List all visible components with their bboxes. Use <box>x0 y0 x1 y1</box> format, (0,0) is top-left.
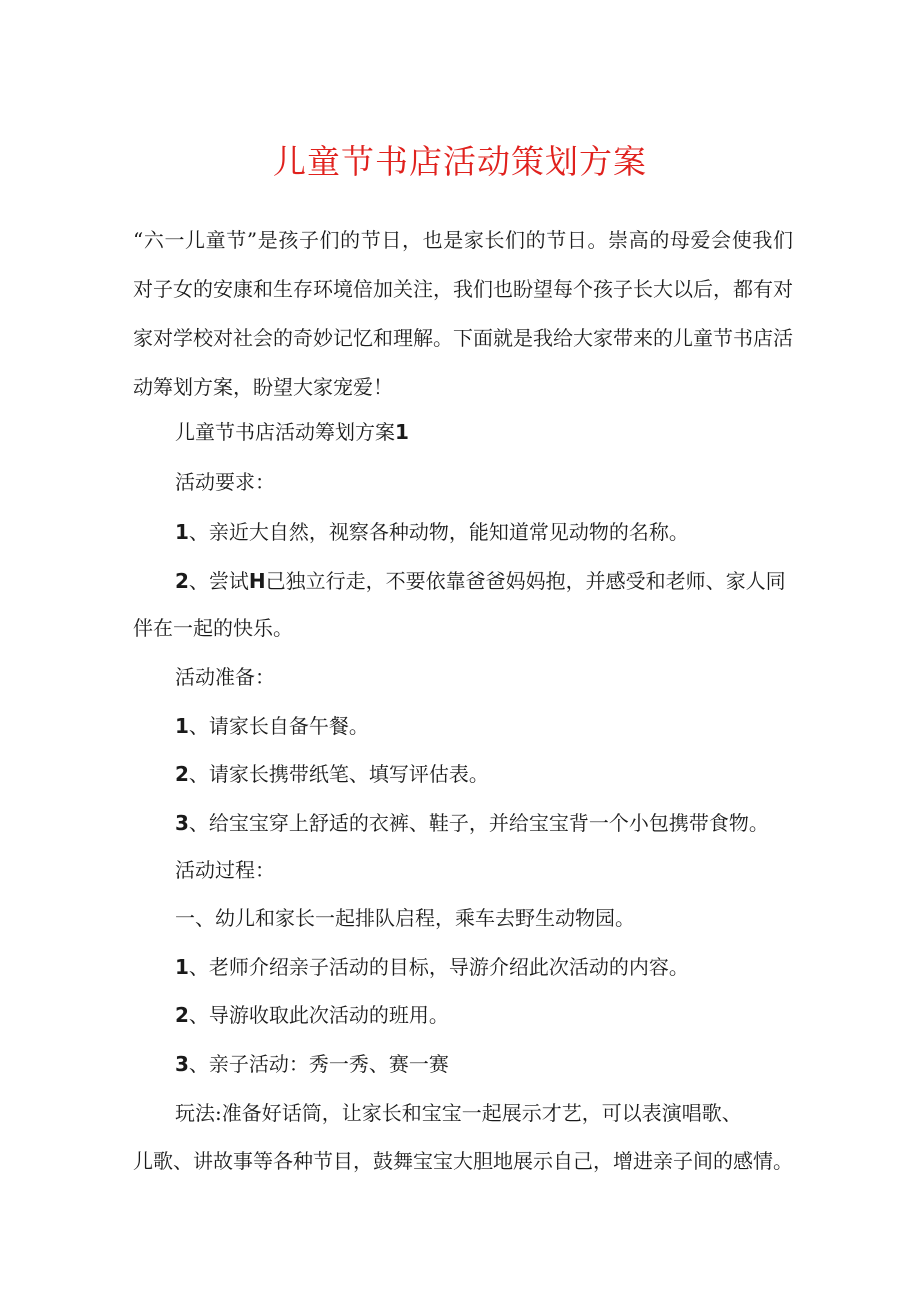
process-number: 3 <box>175 1052 189 1076</box>
requirement-mark: H <box>248 569 266 593</box>
section-heading-text: 儿童节书店活动筹划方案 <box>175 420 395 444</box>
process-item <box>175 1000 449 1030</box>
preparation-label: 活动准备： <box>175 665 275 689</box>
process-item <box>175 1049 449 1079</box>
section-heading <box>175 417 409 447</box>
preparation-number: 2 <box>175 762 189 786</box>
requirement-item <box>175 566 786 596</box>
process-text: 、老师介绍亲子活动的目标，导游介绍此次活动的内容。 <box>188 955 689 979</box>
process-number: 2 <box>175 1003 189 1027</box>
process-text: 、导游收取此次活动的班用。 <box>188 1003 449 1027</box>
section-heading-number: 1 <box>395 420 409 444</box>
requirement-item <box>175 517 689 547</box>
intro-paragraph: “六一儿童节”是孩子们的节日，也是家长们的节日。崇高的母爱会使我们对子女的安康和生存环境倍加关注，我们也盼望每个孩子长大以后，都有对家对学校对社会的奇妙记忆和理解。下面就是我给大家带来的儿童节书店活动筹划方案，盼望大家宠爱！ <box>133 228 793 399</box>
play-description-line: 玩法:准备好话筒，让家长和宝宝一起展示才艺，可以表演唱歌、 <box>175 1101 742 1125</box>
preparation-text: 、给宝宝穿上舒适的衣裤、鞋子，并给宝宝背一个小包携带食物。 <box>188 811 769 835</box>
requirement-number: 1 <box>175 520 189 544</box>
preparation-number: 3 <box>175 811 189 835</box>
preparation-item <box>175 808 769 838</box>
preparation-text: 、请家长自备午餐。 <box>188 714 369 738</box>
requirements-label: 活动要求： <box>175 470 275 494</box>
process-text: 、亲子活动：秀一秀、赛一赛 <box>188 1052 449 1076</box>
process-number: 1 <box>175 955 189 979</box>
document-title: 儿童节书店活动策划方案 <box>273 142 647 181</box>
process-item <box>175 952 689 982</box>
preparation-item <box>175 711 369 741</box>
preparation-text: 、请家长携带纸笔、填写评估表。 <box>188 762 489 786</box>
requirement-continuation: 伴在一起的快乐。 <box>133 616 293 640</box>
requirement-text: 、亲近大自然，视察各种动物，能知道常见动物的名称。 <box>188 520 689 544</box>
process-step-one: 一、幼儿和家长一起排队启程，乘车去野生动物园。 <box>175 906 635 930</box>
process-label: 活动过程： <box>175 858 275 882</box>
requirement-text: 己独立行走，不要依靠爸爸妈妈抱，并感受和老师、家人同 <box>265 569 786 593</box>
requirement-text: 、尝试 <box>188 569 249 593</box>
preparation-number: 1 <box>175 714 189 738</box>
requirement-number: 2 <box>175 569 189 593</box>
preparation-item <box>175 759 489 789</box>
play-description-line: 儿歌、讲故事等各种节目，鼓舞宝宝大胆地展示自己，增进亲子间的感情。 <box>133 1149 793 1173</box>
